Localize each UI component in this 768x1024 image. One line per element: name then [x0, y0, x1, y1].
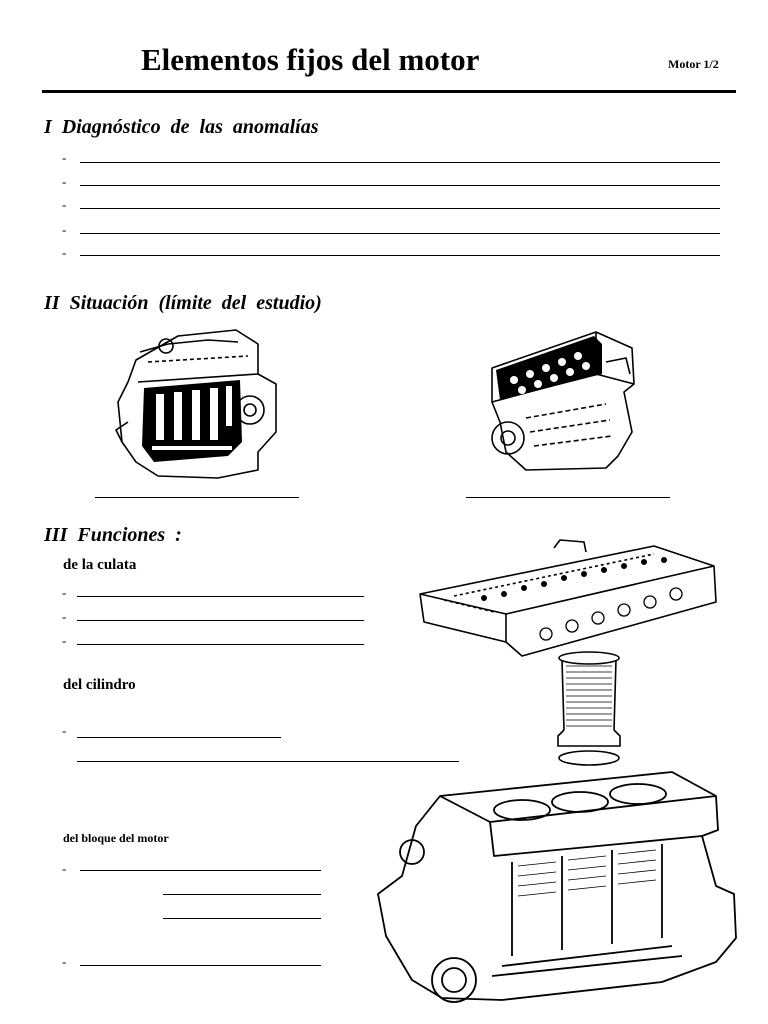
bullet-dash: - — [62, 174, 67, 189]
blank-line[interactable] — [77, 596, 364, 597]
subsection-cylinder-head: de la culata — [63, 557, 137, 573]
engine-assembly-icon — [108, 322, 280, 482]
blank-line[interactable] — [80, 870, 321, 871]
section-diagnosis-title: I Diagnóstico de las anomalías — [44, 116, 319, 138]
bullet-dash: - — [62, 150, 67, 165]
section-situation-title: II Situación (límite del estudio) — [44, 292, 322, 314]
bullet-dash: - — [62, 723, 67, 738]
blank-line[interactable] — [80, 162, 720, 163]
section-functions-title: III Funciones : — [44, 524, 182, 546]
blank-line[interactable] — [80, 233, 720, 234]
engine-block-icon — [372, 766, 740, 1012]
subsection-engine-block: del bloque del motor — [63, 831, 169, 845]
page-number: Motor 1/2 — [668, 57, 719, 71]
blank-line[interactable] — [80, 255, 720, 256]
blank-line[interactable] — [77, 644, 364, 645]
blank-line[interactable] — [80, 965, 321, 966]
engine-assembly-icon — [486, 322, 642, 474]
bullet-dash: - — [62, 245, 67, 260]
cylinder-liner-icon — [554, 650, 624, 772]
subsection-cylinder: del cilindro — [63, 677, 136, 693]
blank-line[interactable] — [77, 761, 459, 762]
blank-line[interactable] — [77, 620, 364, 621]
bullet-dash: - — [62, 609, 67, 624]
blank-line[interactable] — [95, 497, 299, 498]
bullet-dash: - — [62, 197, 67, 212]
bullet-dash: - — [62, 861, 67, 876]
blank-line[interactable] — [163, 894, 321, 895]
blank-line[interactable] — [80, 185, 720, 186]
cylinder-head-icon — [414, 538, 720, 664]
bullet-dash: - — [62, 585, 67, 600]
blank-line[interactable] — [77, 737, 281, 738]
page-title: Elementos fijos del motor — [141, 42, 480, 77]
blank-line[interactable] — [163, 918, 321, 919]
bullet-dash: - — [62, 222, 67, 237]
header-rule — [42, 90, 736, 93]
blank-line[interactable] — [466, 497, 670, 498]
bullet-dash: - — [62, 633, 67, 648]
blank-line[interactable] — [80, 208, 720, 209]
bullet-dash: - — [62, 954, 67, 969]
